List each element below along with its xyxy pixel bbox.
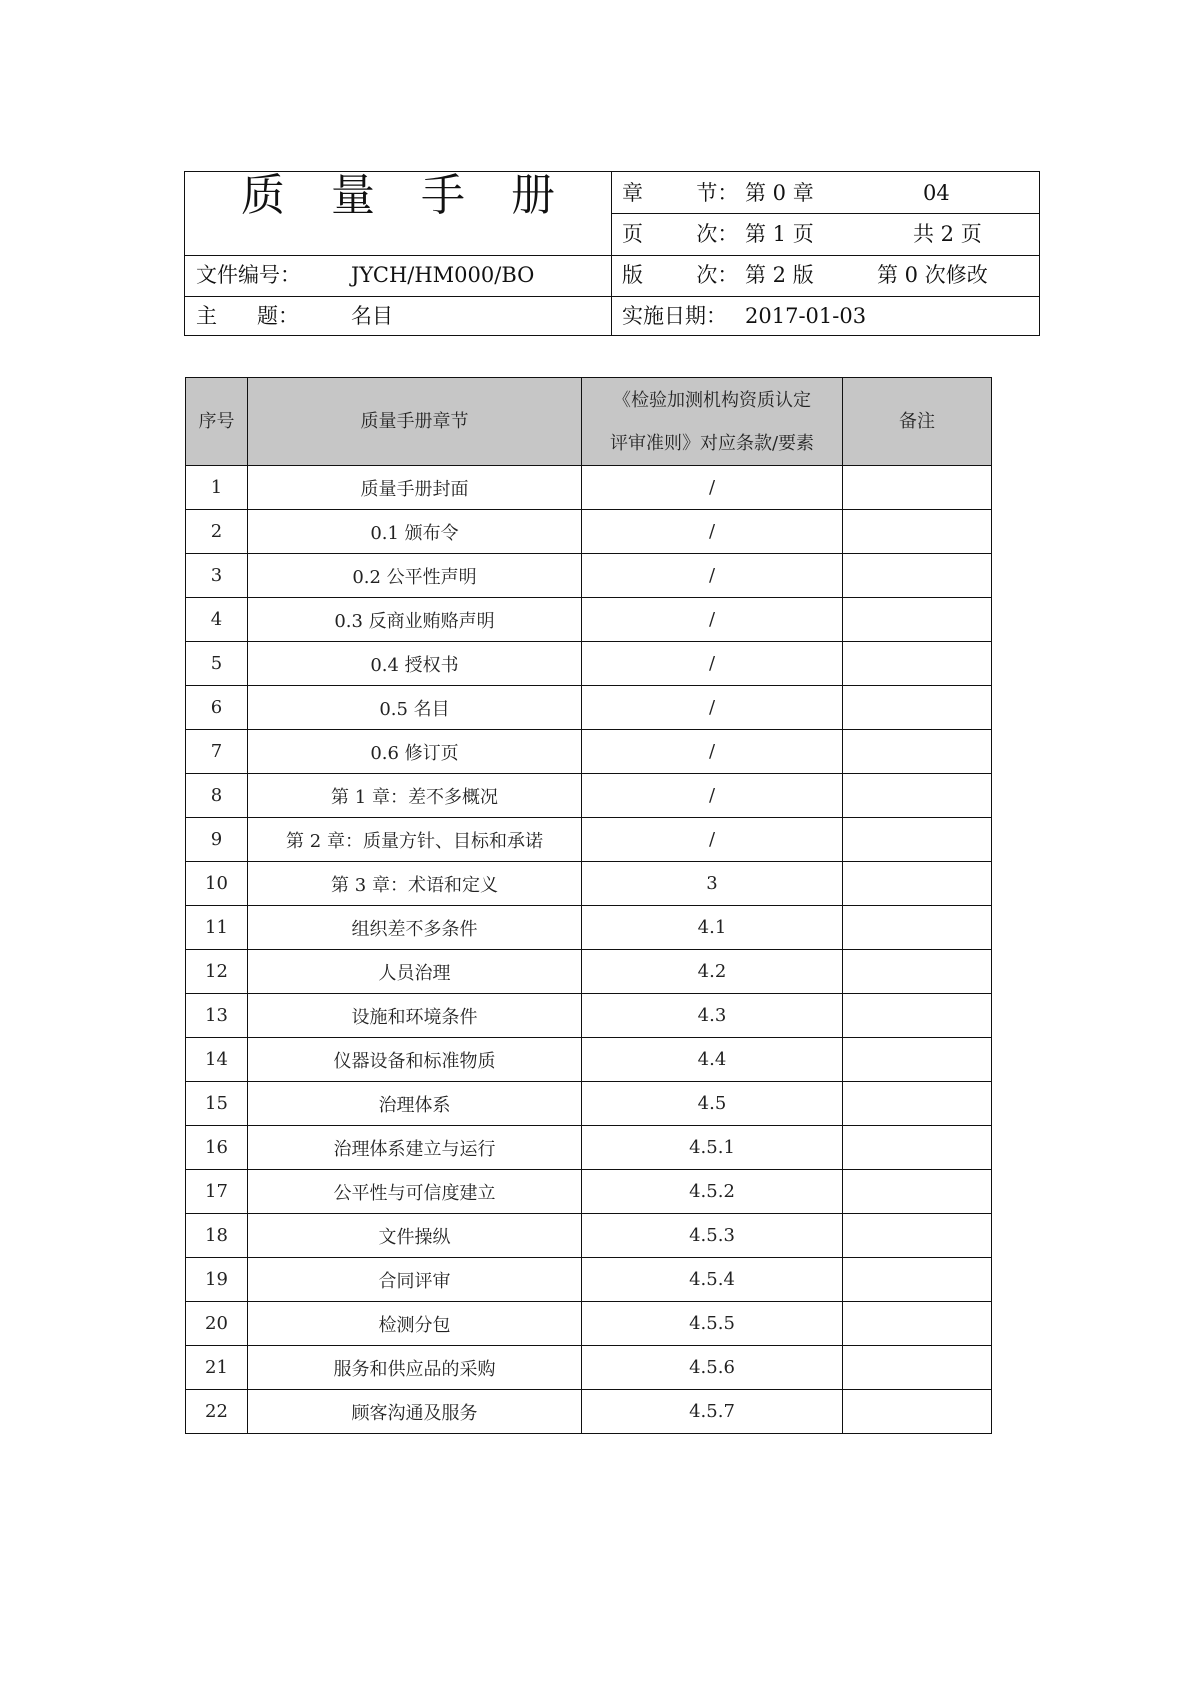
row-note-cell (843, 686, 992, 730)
row-reference-cell: 4.2 (582, 950, 843, 994)
row-reference-cell: 4.5.5 (582, 1302, 843, 1346)
row-seq-cell: 20 (186, 1302, 248, 1346)
subject-label: 主 题： (196, 304, 300, 328)
row-reference-cell: 4.5.4 (582, 1258, 843, 1302)
chapter-code: 04 (923, 181, 950, 205)
row-section-cell: 公平性与可信度建立 (248, 1170, 582, 1214)
document-header (184, 171, 1040, 336)
manual-title-char: 册 (511, 170, 555, 221)
row-note-cell (843, 1302, 992, 1346)
row-note-cell (843, 730, 992, 774)
row-section-cell: 0.5 名目 (248, 686, 582, 730)
row-section-cell: 设施和环境条件 (248, 994, 582, 1038)
row-seq-cell: 16 (186, 1126, 248, 1170)
manual-title-char: 手 (421, 170, 465, 221)
row-seq-cell: 15 (186, 1082, 248, 1126)
row-reference-cell: 3 (582, 862, 843, 906)
row-reference-cell: 4.5 (582, 1082, 843, 1126)
table-row (186, 906, 992, 950)
row-seq-cell: 3 (186, 554, 248, 598)
row-reference-cell: 4.5.7 (582, 1390, 843, 1434)
row-section-cell: 人员治理 (248, 950, 582, 994)
table-row (186, 818, 992, 862)
page-total: 共 2 页 (913, 222, 982, 246)
table-row (186, 1346, 992, 1390)
row-reference-cell: 4.5.3 (582, 1214, 843, 1258)
header-rule (185, 255, 1039, 256)
table-row (186, 554, 992, 598)
row-section-cell: 0.2 公平性声明 (248, 554, 582, 598)
header-divider (611, 172, 612, 335)
page-label: 页 次： (622, 222, 739, 246)
row-seq-cell: 21 (186, 1346, 248, 1390)
header-reference-line: 《检验加测机构资质认定 (613, 389, 811, 411)
version-label: 版 次： (622, 263, 739, 287)
row-note-cell (843, 642, 992, 686)
row-reference-cell: 4.5.2 (582, 1170, 843, 1214)
row-seq-cell: 2 (186, 510, 248, 554)
table-row (186, 466, 992, 510)
row-note-cell (843, 1390, 992, 1434)
row-note-cell (843, 862, 992, 906)
row-seq-cell: 6 (186, 686, 248, 730)
row-note-cell (843, 774, 992, 818)
table-row (186, 1390, 992, 1434)
row-section-cell: 0.4 授权书 (248, 642, 582, 686)
row-seq-cell: 22 (186, 1390, 248, 1434)
doc-no-value: JYCH/HM000/BO (351, 263, 535, 287)
date-label: 实施日期： (622, 304, 727, 328)
row-seq-cell: 12 (186, 950, 248, 994)
row-section-cell: 质量手册封面 (248, 466, 582, 510)
page-value: 第 1 页 (745, 222, 814, 246)
table-row (186, 598, 992, 642)
table-body (186, 466, 992, 1434)
table-row (186, 862, 992, 906)
row-note-cell (843, 554, 992, 598)
header-section: 质量手册章节 (248, 378, 582, 466)
row-reference-cell: / (582, 774, 843, 818)
row-section-cell: 第 3 章：术语和定义 (248, 862, 582, 906)
chapter-value: 第 0 章 (745, 181, 814, 205)
table-row (186, 642, 992, 686)
row-section-cell: 治理体系建立与运行 (248, 1126, 582, 1170)
table-row (186, 1038, 992, 1082)
row-seq-cell: 1 (186, 466, 248, 510)
row-section-cell: 治理体系 (248, 1082, 582, 1126)
header-seq: 序号 (186, 378, 248, 466)
row-reference-cell: / (582, 686, 843, 730)
row-note-cell (843, 598, 992, 642)
header-reference (582, 378, 843, 466)
row-section-cell: 第 1 章：差不多概况 (248, 774, 582, 818)
table-row (186, 510, 992, 554)
row-note-cell (843, 1126, 992, 1170)
version-value: 第 2 版 (745, 263, 814, 287)
row-section-cell: 第 2 章：质量方针、目标和承诺 (248, 818, 582, 862)
row-note-cell (843, 1082, 992, 1126)
row-seq-cell: 11 (186, 906, 248, 950)
row-reference-cell: 4.5.1 (582, 1126, 843, 1170)
manual-title-char: 质 (241, 170, 285, 221)
row-note-cell (843, 1038, 992, 1082)
row-reference-cell: / (582, 818, 843, 862)
row-seq-cell: 10 (186, 862, 248, 906)
manual-title-char: 量 (331, 170, 375, 221)
row-seq-cell: 14 (186, 1038, 248, 1082)
row-note-cell (843, 906, 992, 950)
table-row (186, 774, 992, 818)
row-section-cell: 合同评审 (248, 1258, 582, 1302)
header-reference-line: 评审准则》对应条款/要素 (609, 432, 815, 454)
row-seq-cell: 18 (186, 1214, 248, 1258)
row-note-cell (843, 1170, 992, 1214)
header-rule (185, 296, 1039, 297)
table-row (186, 1082, 992, 1126)
row-section-cell: 服务和供应品的采购 (248, 1346, 582, 1390)
row-seq-cell: 5 (186, 642, 248, 686)
row-reference-cell: / (582, 554, 843, 598)
table-row (186, 730, 992, 774)
doc-no-label: 文件编号： (196, 263, 301, 287)
table-row (186, 1302, 992, 1346)
revision-value: 第 0 次修改 (877, 263, 988, 287)
row-section-cell: 仪器设备和标准物质 (248, 1038, 582, 1082)
row-reference-cell: / (582, 510, 843, 554)
table-row (186, 994, 992, 1038)
table-row (186, 1214, 992, 1258)
row-reference-cell: / (582, 642, 843, 686)
row-note-cell (843, 1346, 992, 1390)
row-reference-cell: / (582, 466, 843, 510)
row-seq-cell: 8 (186, 774, 248, 818)
row-note-cell (843, 466, 992, 510)
row-seq-cell: 4 (186, 598, 248, 642)
row-section-cell: 0.6 修订页 (248, 730, 582, 774)
row-reference-cell: / (582, 730, 843, 774)
row-reference-cell: 4.5.6 (582, 1346, 843, 1390)
row-note-cell (843, 994, 992, 1038)
row-section-cell: 检测分包 (248, 1302, 582, 1346)
row-reference-cell: / (582, 598, 843, 642)
row-seq-cell: 9 (186, 818, 248, 862)
row-seq-cell: 13 (186, 994, 248, 1038)
row-section-cell: 0.3 反商业贿赂声明 (248, 598, 582, 642)
table-row (186, 1258, 992, 1302)
row-reference-cell: 4.1 (582, 906, 843, 950)
row-reference-cell: 4.3 (582, 994, 843, 1038)
row-note-cell (843, 1214, 992, 1258)
table-row (186, 950, 992, 994)
table-row (186, 1126, 992, 1170)
row-note-cell (843, 950, 992, 994)
row-section-cell: 顾客沟通及服务 (248, 1390, 582, 1434)
row-note-cell (843, 1258, 992, 1302)
date-value: 2017-01-03 (745, 304, 867, 328)
chapter-label: 章 节： (622, 181, 739, 205)
table-header-row (186, 378, 992, 466)
row-section-cell: 0.1 颁布令 (248, 510, 582, 554)
row-section-cell: 组织差不多条件 (248, 906, 582, 950)
table-row (186, 686, 992, 730)
row-note-cell (843, 510, 992, 554)
contents-table (185, 377, 992, 1434)
manual-title (185, 172, 611, 226)
row-reference-cell: 4.4 (582, 1038, 843, 1082)
subject-value: 名目 (351, 304, 393, 328)
header-note: 备注 (843, 378, 992, 466)
row-section-cell: 文件操纵 (248, 1214, 582, 1258)
row-seq-cell: 7 (186, 730, 248, 774)
table-row (186, 1170, 992, 1214)
row-seq-cell: 17 (186, 1170, 248, 1214)
header-rule (611, 213, 1039, 214)
row-seq-cell: 19 (186, 1258, 248, 1302)
row-note-cell (843, 818, 992, 862)
